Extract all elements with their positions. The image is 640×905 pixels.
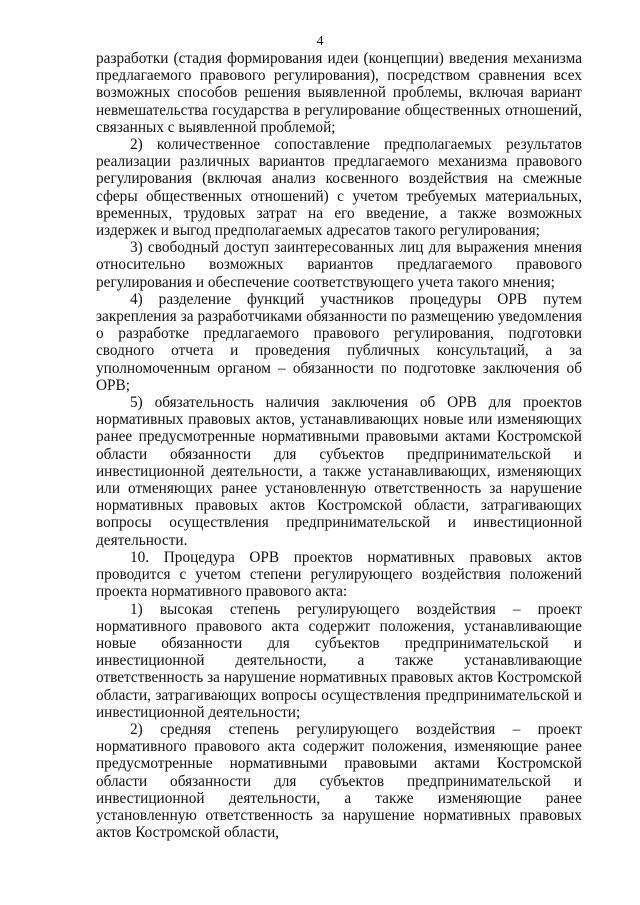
- paragraph: 2) количественное сопоставление предполагаемых результатов реализации различных вариантов предлагаемого механизма правового регулирования (включая анализ косвенного воздействия на смежные сферы общественных отношений) с учетом требуемых материальных, временных, трудовых затрат на его введение, а также возможных издержек и выгод предполагаемых адресатов такого регулирования;: [96, 136, 582, 240]
- paragraph: 4) разделение функций участников процедуры ОРВ путем закрепления за разработчиками обязанности по размещению уведомления о разработке предлагаемого правового регулирования, подготовки сводного отчета и проведения публичных консультаций, а за уполномоченным органом – обязанности по подготовке заключения об ОРВ;: [96, 290, 582, 394]
- paragraph: 1) высокая степень регулирующего воздействия – проект нормативного правового акта содержит положения, устанавливающие новые обязанности для субъектов предпринимательской и инвестиционной деятельности, а также устанавливающие ответственность за нарушение нормативных правовых актов Костромской области, затрагивающих вопросы осуществления предпринимательской и инвестиционной деятельности;: [96, 600, 582, 721]
- paragraph: 2) средняя степень регулирующего воздействия – проект нормативного правового акта содержит положения, изменяющие ранее предусмотренные нормативными правовыми актами Костромской области обязанности для субъектов предпринимательской и инвестиционной деятельности, а также изменяющие ранее установленную ответственность за нарушение нормативных правовых актов Костромской области,: [96, 720, 582, 842]
- page-number: 4: [316, 34, 324, 49]
- paragraph: 5) обязательность наличия заключения об ОРВ для проектов нормативных правовых актов, устанавливающих новые или изменяющих ранее предусмотренные нормативными правовыми актами Костромской области обязанности для субъектов предпринимательской и инвестиционной деятельности, а также устанавливающих, изменяющих или отменяющих ранее установленную ответственность за нарушение нормативных правовых актов Костромской области, затрагивающих вопросы осуществления предпринимательской и инвестиционной деятельности.: [96, 394, 582, 549]
- body-text: [96, 50, 582, 841]
- paragraph: разработки (стадия формирования идеи (концепции) введения механизма предлагаемого правового регулирования), посредством сравнения всех возможных способов решения выявленной проблемы, включая вариант невмешательства государства в регулирование общественных отношений, связанных с выявленной проблемой;: [96, 50, 582, 136]
- paragraph: 10. Процедура ОРВ проектов нормативных правовых актов проводится с учетом степени регулирующего воздействия положений проекта нормативного правового акта:: [96, 548, 582, 601]
- paragraph: 3) свободный доступ заинтересованных лиц для выражения мнения относительно возможных вариантов предлагаемого правового регулирования и обеспечение соответствующего учета такого мнения;: [96, 239, 582, 291]
